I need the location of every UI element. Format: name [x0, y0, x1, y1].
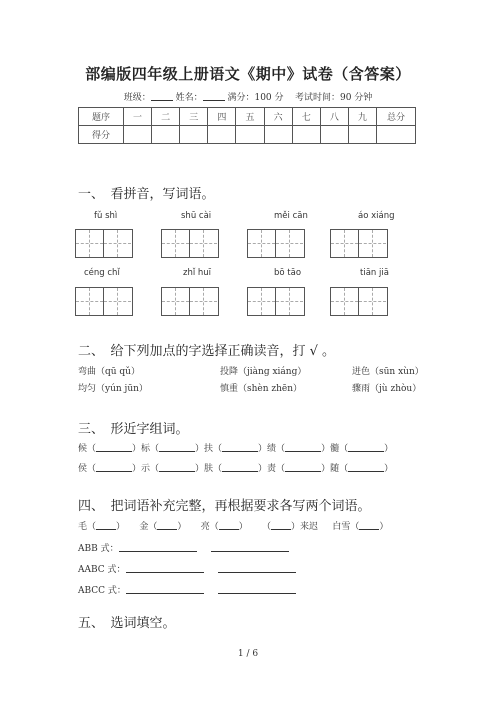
score-header-cell: 总分 [377, 108, 416, 126]
score-header-cell: 九 [348, 108, 376, 126]
pinyin-label: tiān jiā [360, 268, 389, 278]
score-cell[interactable] [320, 126, 348, 144]
pronunciation-item: 慎重（shèn zhēn） [220, 384, 303, 394]
pronunciation-item: 迸色（sūn xùn） [352, 367, 424, 377]
score-header-cell: 五 [236, 108, 264, 126]
char-prompt: 侯（ [78, 464, 97, 474]
aabc-label: AABC 式： [78, 565, 126, 575]
pinyin-label: shū cài [181, 211, 212, 221]
score-row-label: 得分 [79, 126, 124, 144]
answer-blank[interactable] [222, 442, 258, 452]
exam-info [0, 90, 496, 103]
score-cell[interactable] [208, 126, 236, 144]
answer-blank[interactable] [159, 462, 195, 472]
word-prompt: ） [238, 522, 248, 532]
abcc-line [78, 583, 296, 596]
answer-blank[interactable] [96, 462, 132, 472]
score-header-cell: 四 [208, 108, 236, 126]
answer-blank[interactable] [285, 462, 321, 472]
score-header-cell: 三 [180, 108, 208, 126]
score-cell[interactable] [264, 126, 292, 144]
char-prompt: ）示（ [132, 464, 160, 474]
pinyin-label: měi cān [274, 211, 308, 221]
answer-blank[interactable] [218, 563, 296, 573]
answer-blank[interactable] [285, 442, 321, 452]
word-prompt: ） [177, 522, 187, 532]
answer-blank[interactable] [348, 442, 384, 452]
class-blank [151, 91, 173, 101]
char-prompt: ）随（ [321, 464, 349, 474]
name-label: 姓名： [175, 93, 203, 103]
score-table [78, 107, 416, 144]
score-cell[interactable] [152, 126, 180, 144]
char-prompt: ）髓（ [321, 444, 349, 454]
answer-blank[interactable] [218, 584, 296, 594]
pronunciation-item: 骤雨（jù zhòu） [352, 384, 422, 394]
char-prompt: ）绩（ [258, 444, 286, 454]
class-label: 班级： [123, 93, 151, 103]
score-header-cell: 一 [124, 108, 152, 126]
aabc-line [78, 562, 296, 575]
writing-box[interactable] [75, 287, 133, 316]
similar-char-line-2 [78, 461, 393, 474]
score-cell[interactable] [348, 126, 376, 144]
score-cell[interactable] [180, 126, 208, 144]
answer-blank[interactable] [271, 520, 291, 530]
q1-heading: 一、 看拼音，写词语。 [78, 187, 215, 202]
writing-box[interactable] [75, 229, 133, 258]
score-table-score-row [79, 126, 416, 144]
word-prompt: 白雪（ [332, 522, 360, 532]
word-prompt: 金（ [139, 522, 158, 532]
word-fill-line [78, 519, 388, 532]
q2-heading: 二、 给下列加点的字选择正确读音，打 √ 。 [78, 344, 336, 359]
writing-box[interactable] [330, 229, 388, 258]
pinyin-label: fǔ shì [94, 211, 118, 221]
exam-time: 考试时间：90 分钟 [294, 93, 373, 103]
answer-blank[interactable] [96, 442, 132, 452]
answer-blank[interactable] [348, 462, 384, 472]
score-header-cell: 七 [292, 108, 320, 126]
tianzige-row-2 [0, 287, 496, 316]
char-prompt: ）扶（ [195, 444, 223, 454]
page-number: 1 / 6 [237, 649, 259, 659]
abcc-label: ABCC 式： [78, 586, 126, 596]
word-prompt: ）来迟 [291, 522, 319, 532]
answer-blank[interactable] [126, 584, 204, 594]
score-header-cell: 题序 [79, 108, 124, 126]
answer-blank[interactable] [219, 520, 239, 530]
score-cell[interactable] [292, 126, 320, 144]
pronunciation-item: 投降（jiàng xiáng） [220, 367, 307, 377]
score-cell[interactable] [124, 126, 152, 144]
char-prompt: ） [384, 464, 394, 474]
score-cell[interactable] [377, 126, 416, 144]
writing-box[interactable] [161, 287, 219, 316]
page-title: 部编版四年级上册语文《期中》试卷（含答案） [85, 65, 411, 83]
similar-char-line-1 [78, 441, 393, 454]
q5-heading: 五、 选词填空。 [78, 616, 176, 631]
char-prompt: ）标（ [132, 444, 160, 454]
q3-heading: 三、 形近字组词。 [78, 422, 189, 437]
pronunciation-item: 弯曲（qū qǔ） [78, 367, 140, 377]
word-prompt: 毛（ [78, 522, 97, 532]
pinyin-label: áo xiáng [358, 211, 395, 221]
word-prompt: 亮（ [200, 522, 219, 532]
answer-blank[interactable] [222, 462, 258, 472]
pronunciation-item: 均匀（yún jūn） [78, 384, 148, 394]
char-prompt: ）责（ [258, 464, 286, 474]
name-blank [203, 91, 225, 101]
score-header-cell: 二 [152, 108, 180, 126]
pinyin-label: bō tāo [274, 268, 302, 278]
writing-box[interactable] [247, 229, 305, 258]
pinyin-label: zhǐ huī [183, 268, 212, 278]
answer-blank[interactable] [126, 563, 204, 573]
char-prompt: 候（ [78, 444, 97, 454]
word-prompt: ） [379, 522, 389, 532]
pinyin-label: céng chǐ [84, 268, 120, 278]
score-cell[interactable] [236, 126, 264, 144]
answer-blank[interactable] [157, 520, 177, 530]
full-score: 满分：100 分 [227, 93, 284, 103]
writing-box[interactable] [247, 287, 305, 316]
score-table-header-row [79, 108, 416, 126]
char-prompt: ）肤（ [195, 464, 223, 474]
score-header-cell: 六 [264, 108, 292, 126]
writing-box[interactable] [161, 229, 219, 258]
char-prompt: ） [384, 444, 394, 454]
q4-heading: 四、 把词语补充完整，再根据要求各写两个词语。 [78, 499, 371, 514]
answer-blank[interactable] [119, 542, 197, 552]
tianzige-row-1 [0, 229, 496, 258]
answer-blank[interactable] [159, 442, 195, 452]
answer-blank[interactable] [359, 520, 379, 530]
word-prompt: （ [262, 522, 272, 532]
score-header-cell: 八 [320, 108, 348, 126]
writing-box[interactable] [330, 287, 388, 316]
abb-label: ABB 式： [78, 544, 119, 554]
answer-blank[interactable] [211, 542, 289, 552]
abb-line [78, 541, 289, 554]
answer-blank[interactable] [96, 520, 116, 530]
word-prompt: ） [116, 522, 126, 532]
